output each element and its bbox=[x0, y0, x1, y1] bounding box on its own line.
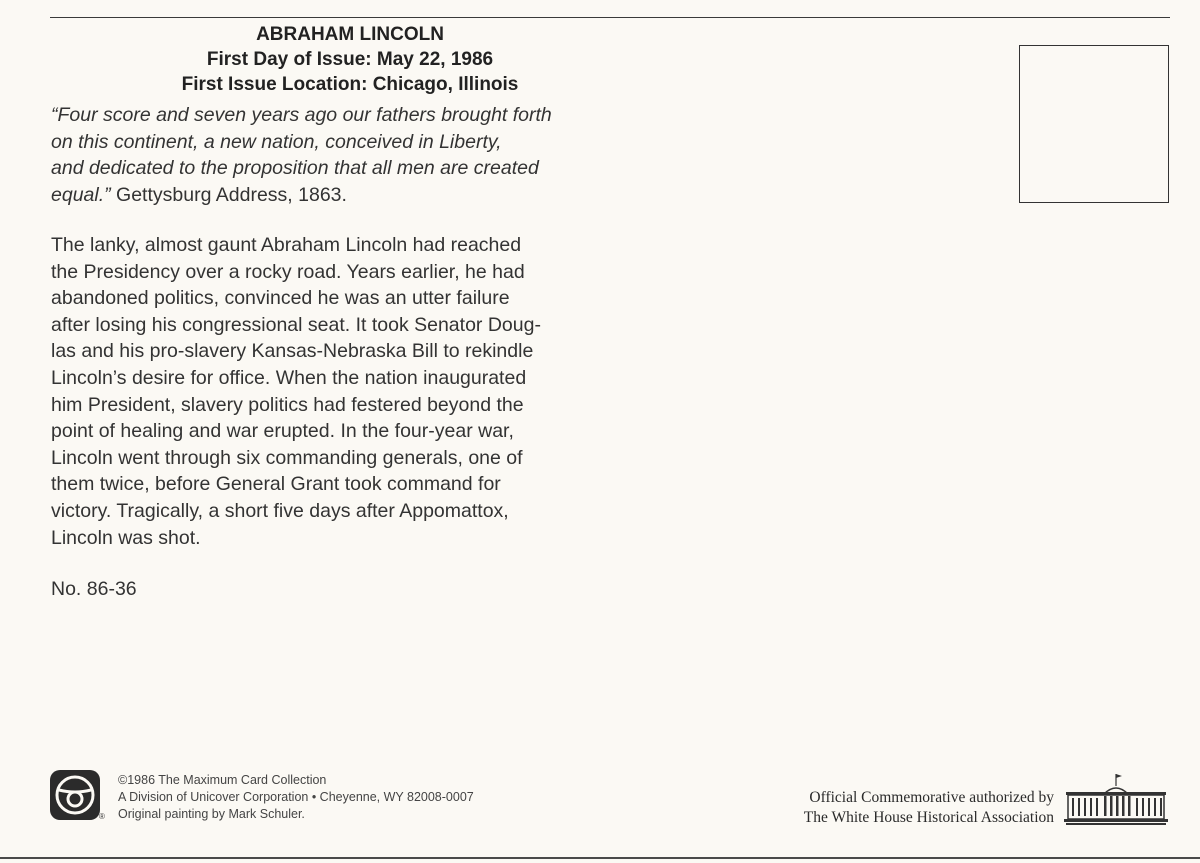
quote-line-4: equal.” bbox=[51, 183, 111, 206]
body-line: the Presidency over a rocky road. Years earlier, he had bbox=[51, 260, 525, 283]
authorization-line-1: Official Commemorative authorized by bbox=[809, 789, 1054, 806]
bottom-rule bbox=[0, 857, 1200, 859]
copyright-line: ©1986 The Maximum Card Collection bbox=[118, 773, 327, 787]
body-line: Lincoln was shot. bbox=[51, 526, 201, 549]
body-line: abandoned politics, convinced he was an utter failure bbox=[51, 287, 510, 310]
card-header bbox=[90, 22, 610, 97]
top-rule bbox=[50, 17, 1170, 18]
body-line: after losing his congressional seat. It took Senator Doug- bbox=[51, 313, 541, 336]
body-line: victory. Tragically, a short five days after Appomattox, bbox=[51, 499, 509, 522]
stamp-placement-box bbox=[1019, 45, 1169, 203]
body-line: point of healing and war erupted. In the four-year war, bbox=[51, 420, 514, 443]
body-line: The lanky, almost gaunt Abraham Lincoln had reached bbox=[51, 234, 522, 256]
painting-credit: Original painting by Mark Schuler. bbox=[118, 807, 305, 821]
authorization-line-2: The White House Historical Association bbox=[803, 809, 1054, 826]
body-line: him President, slavery politics had festered beyond the bbox=[51, 393, 524, 416]
gettysburg-quote bbox=[51, 102, 631, 208]
body-line: Lincoln’s desire for office. When the nation inaugurated bbox=[51, 366, 527, 389]
horn-logo-icon bbox=[50, 770, 100, 820]
biography-text bbox=[51, 232, 631, 551]
division-line: A Division of Unicover Corporation • Cheyenne, WY 82008-0007 bbox=[118, 790, 474, 804]
white-house-icon bbox=[1064, 772, 1168, 828]
first-day-of-issue: First Day of Issue: May 22, 1986 bbox=[206, 49, 494, 70]
publisher-info bbox=[118, 772, 474, 823]
body-line: Lincoln went through six commanding generals, one of bbox=[51, 446, 523, 469]
authorization-text bbox=[804, 788, 1054, 828]
card-title: ABRAHAM LINCOLN bbox=[256, 24, 444, 45]
registered-mark: ® bbox=[99, 812, 105, 821]
quote-line-2: on this continent, a new nation, conceived in Liberty, bbox=[51, 130, 502, 153]
quote-source: Gettysburg Address, 1863. bbox=[110, 183, 347, 206]
quote-line-3: and dedicated to the proposition that all men are created bbox=[51, 157, 539, 179]
card-number: No. 86-36 bbox=[51, 578, 137, 600]
body-line: las and his pro-slavery Kansas-Nebraska Bill to rekindle bbox=[51, 340, 534, 363]
body-line: them twice, before General Grant took command for bbox=[51, 473, 501, 496]
first-issue-location: First Issue Location: Chicago, Illinois bbox=[181, 74, 519, 95]
quote-line-1: “Four score and seven years ago our fathers brought forth bbox=[51, 104, 552, 126]
